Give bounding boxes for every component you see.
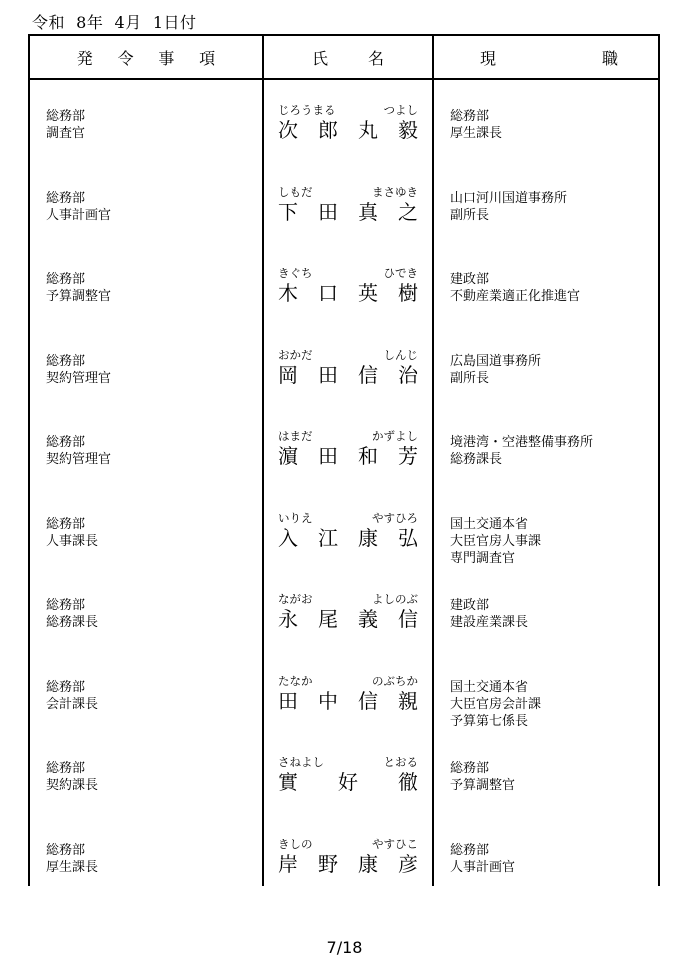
header-char: 現 [480, 48, 497, 68]
header-current-post [434, 36, 660, 78]
name-char: 信 [398, 607, 418, 631]
header-char: 事 [158, 48, 175, 68]
current-post-line: 建設産業課長 [450, 615, 529, 630]
header-char: 職 [601, 48, 618, 68]
current-post-cell [450, 190, 567, 224]
name-char: 實 [278, 770, 298, 794]
reading-part: たなか [278, 673, 313, 688]
assignment-line: 予算調整官 [46, 289, 112, 304]
person-name [278, 200, 418, 224]
name-char: 田 [318, 444, 338, 468]
assignment-cell [46, 597, 98, 631]
current-post-cell [450, 434, 593, 468]
name-char: 信 [358, 362, 378, 387]
name-char: 彦 [398, 851, 418, 876]
reading-part: やすひこ [372, 836, 418, 851]
reading-part: さねよし [278, 755, 324, 769]
name-char: 田 [318, 362, 338, 387]
reading-part: ひでき [383, 266, 418, 280]
name-char: 芳 [398, 444, 418, 468]
current-post-cell [450, 679, 541, 730]
name-reading [278, 754, 418, 770]
current-post-line: 大臣官房会計課 [450, 696, 542, 712]
reading-part: しんじ [383, 347, 418, 362]
page-number: 7/18 [326, 938, 363, 957]
current-post-cell [450, 108, 502, 142]
reading-part: やすひろ [372, 510, 418, 525]
name-char: 田 [278, 688, 298, 713]
current-post-line: 建政部 [450, 272, 490, 287]
name-reading [278, 428, 418, 444]
person-name [278, 689, 418, 713]
header-char: 発 [76, 48, 93, 68]
name-char: 岡 [278, 362, 298, 387]
current-post-line: 総務部 [450, 842, 490, 858]
table-row [30, 247, 658, 328]
assignment-line: 総務課長 [46, 615, 99, 630]
name-char: 中 [318, 688, 338, 713]
current-post-cell [450, 842, 515, 876]
name-char: 永 [278, 607, 298, 631]
name-char: 木 [278, 281, 298, 305]
assignment-cell [46, 353, 111, 387]
name-char: 和 [358, 444, 378, 468]
current-post-line: 国土交通本省 [450, 516, 529, 532]
issue-date: 令和 8年 4月 1日付 [32, 13, 197, 32]
current-post-cell [450, 516, 541, 567]
table-row [30, 166, 658, 247]
assignment-cell [46, 190, 111, 224]
name-char: 英 [358, 281, 378, 305]
current-post-cell [450, 353, 541, 387]
current-post-line: 人事計画官 [450, 859, 516, 875]
name-char: 丸 [358, 118, 378, 142]
current-post-line: 総務課長 [450, 452, 503, 467]
table-row [30, 736, 658, 817]
person-name [278, 607, 418, 631]
name-char: 下 [278, 199, 298, 224]
table-row [30, 410, 658, 491]
assignment-line: 総務部 [46, 842, 86, 858]
person-name [278, 770, 418, 794]
name-char: 治 [398, 362, 418, 387]
assignment-cell [46, 760, 98, 794]
assignment-cell [46, 516, 98, 550]
name-char: 田 [318, 199, 338, 224]
name-reading [278, 184, 418, 200]
assignment-line: 総務部 [46, 598, 86, 613]
header-assignment [30, 36, 262, 78]
person-name [278, 363, 418, 387]
assignment-line: 総務部 [46, 353, 86, 369]
assignment-line: 契約課長 [46, 778, 99, 793]
assignment-line: 厚生課長 [46, 859, 99, 875]
person-name [278, 444, 418, 468]
name-reading [278, 836, 418, 852]
assignment-line: 総務部 [46, 109, 86, 124]
header-name [264, 36, 432, 78]
assignment-line: 調査官 [46, 126, 86, 141]
current-post-cell [450, 760, 515, 794]
current-post-line: 総務部 [450, 109, 490, 124]
name-char: 康 [358, 851, 378, 876]
table-row [30, 329, 658, 410]
current-post-line: 予算調整官 [450, 778, 516, 793]
assignment-line: 人事課長 [46, 533, 99, 549]
reading-part: きぐち [278, 266, 313, 280]
person-name [278, 118, 418, 142]
current-post-line: 予算第七係長 [450, 713, 529, 729]
reading-part: かずよし [372, 429, 418, 443]
current-post-line: 国土交通本省 [450, 679, 529, 695]
name-char: 濵 [278, 444, 298, 468]
current-post-cell [450, 597, 528, 631]
current-post-line: 副所長 [450, 370, 490, 386]
assignment-cell [46, 679, 98, 713]
name-reading [278, 510, 418, 526]
current-post-cell [450, 271, 580, 305]
assignment-line: 総務部 [46, 190, 86, 206]
current-post-line: 総務部 [450, 761, 490, 776]
current-post-line: 山口河川国道事務所 [450, 190, 568, 206]
name-char: 親 [398, 688, 418, 713]
current-post-line: 広島国道事務所 [450, 353, 542, 369]
reading-part: じろうまる [278, 103, 336, 117]
header-char: 項 [199, 48, 216, 68]
name-char: 尾 [318, 607, 338, 631]
name-char: 信 [358, 688, 378, 713]
assignment-line: 総務部 [46, 761, 86, 776]
current-post-line: 専門調査官 [450, 550, 516, 566]
name-char: 次 [278, 118, 298, 142]
assignment-cell [46, 842, 98, 876]
reading-part: とおる [383, 755, 418, 769]
personnel-table [28, 34, 660, 886]
name-char: 郎 [318, 118, 338, 142]
name-reading [278, 102, 418, 118]
name-char: 真 [358, 199, 378, 224]
name-char: 義 [358, 607, 378, 631]
name-reading [278, 673, 418, 689]
table-row [30, 655, 658, 736]
table-row [30, 573, 658, 654]
person-name [278, 526, 418, 550]
name-char: 岸 [278, 851, 298, 876]
table-row [30, 492, 658, 573]
name-char: 野 [318, 851, 338, 876]
reading-part: はまだ [278, 429, 313, 443]
name-char: 之 [398, 199, 418, 224]
current-post-line: 不動産業適正化推進官 [450, 289, 581, 304]
header-char: 名 [367, 48, 384, 68]
name-char: 江 [318, 525, 338, 550]
name-char: 樹 [398, 281, 418, 305]
name-char: 口 [318, 281, 338, 305]
header-divider [30, 78, 658, 80]
reading-part: きしの [278, 836, 313, 851]
reading-part: おかだ [278, 347, 313, 362]
name-char: 徹 [398, 770, 418, 794]
assignment-line: 会計課長 [46, 696, 99, 712]
name-char: 好 [338, 770, 358, 794]
name-char: 入 [278, 525, 298, 550]
assignment-cell [46, 271, 111, 305]
assignment-line: 総務部 [46, 516, 86, 532]
person-name [278, 281, 418, 305]
reading-part: いりえ [278, 510, 313, 525]
name-char: 康 [358, 525, 378, 550]
reading-part: のぶちか [372, 673, 418, 688]
assignment-line: 総務部 [46, 272, 86, 287]
current-post-line: 大臣官房人事課 [450, 533, 542, 549]
table-row [30, 818, 658, 899]
reading-part: つよし [383, 103, 418, 117]
table-row [30, 84, 658, 165]
assignment-line: 総務部 [46, 679, 86, 695]
current-post-line: 境港湾・空港整備事務所 [450, 435, 594, 450]
reading-part: まさゆき [372, 184, 418, 199]
current-post-line: 副所長 [450, 207, 490, 223]
assignment-cell [46, 108, 85, 142]
assignment-line: 総務部 [46, 435, 86, 450]
reading-part: よしのぶ [372, 592, 418, 606]
reading-part: しもだ [278, 184, 313, 199]
current-post-line: 厚生課長 [450, 126, 503, 141]
header-char: 令 [117, 48, 134, 68]
header-char: 氏 [311, 48, 328, 68]
reading-part: ながお [278, 592, 313, 606]
name-reading [278, 347, 418, 363]
assignment-cell [46, 434, 111, 468]
name-reading [278, 591, 418, 607]
name-char: 弘 [398, 525, 418, 550]
name-char: 毅 [398, 118, 418, 142]
current-post-line: 建政部 [450, 598, 490, 613]
assignment-line: 契約管理官 [46, 370, 112, 386]
person-name [278, 852, 418, 876]
assignment-line: 人事計画官 [46, 207, 112, 223]
name-reading [278, 265, 418, 281]
assignment-line: 契約管理官 [46, 452, 112, 467]
